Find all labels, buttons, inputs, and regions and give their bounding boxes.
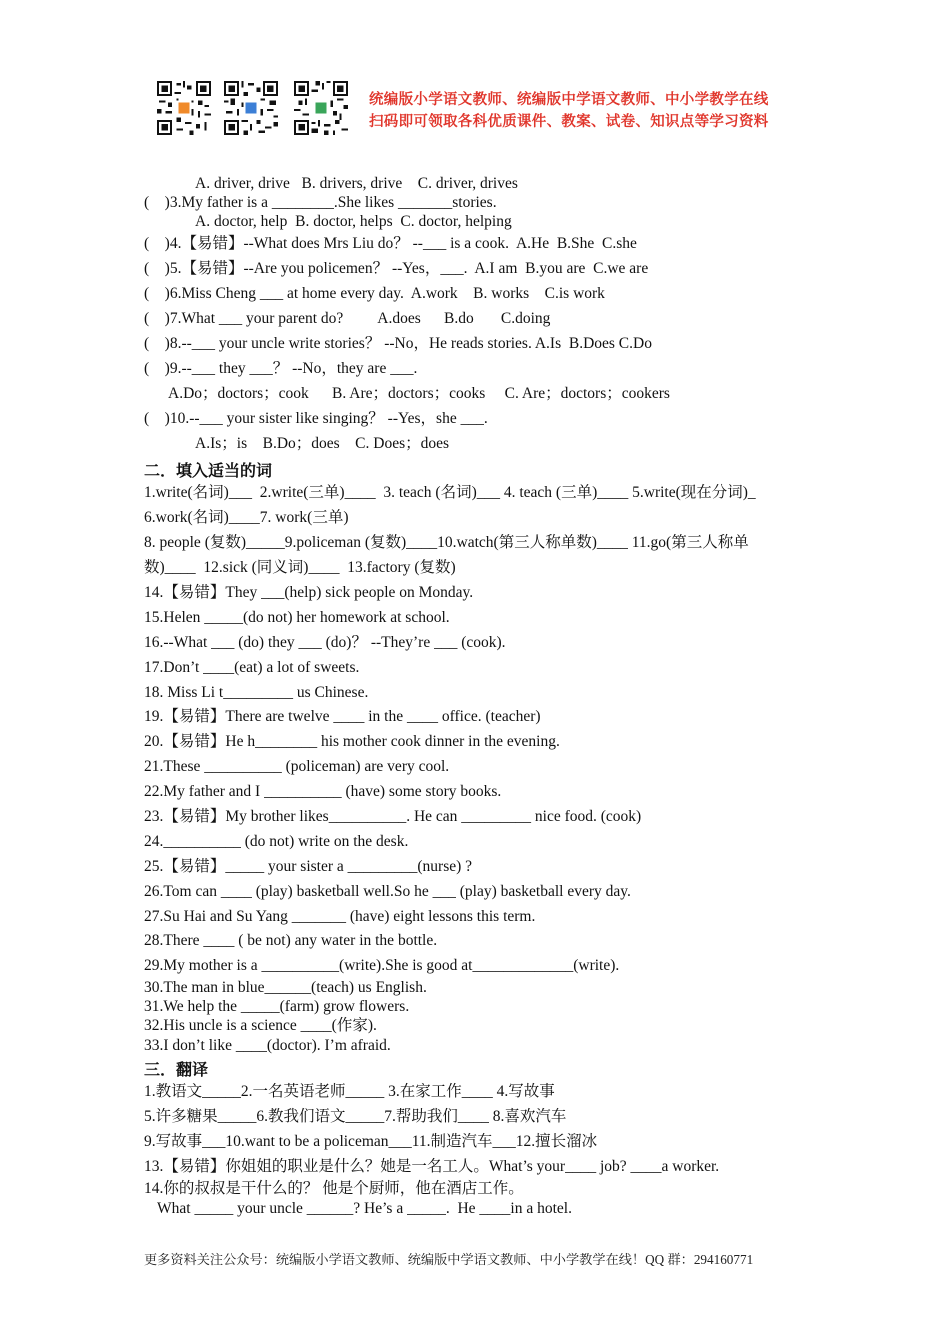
s2-line: 数)____ 12.sick (同义词)____ 13.factory (复数)	[144, 559, 456, 576]
s2-line: 19.【易错】There are twelve ____ in the ____ office. (teacher)	[144, 708, 541, 725]
s2-line: 27.Su Hai and Su Yang _______ (have) eight lessons this term.	[144, 908, 536, 925]
footer-text: 更多资料关注公众号：统编版小学语文教师、统编版中学语文教师、中小学教学在线！QQ 群：294160771	[144, 1252, 754, 1267]
q3-options: A. doctor, help B. doctor, helps C. doctor, helping	[195, 213, 512, 230]
s2-line: 20.【易错】He h________ his mother cook dinner in the evening.	[144, 733, 560, 750]
s2-line: 29.My mother is a __________(write).She is good at_____________(write).	[144, 957, 620, 974]
s3-line: 5.许多糖果_____6.教我们语文_____7.帮助我们____ 8.喜欢汽车	[144, 1108, 567, 1125]
header-banner-line-2: 扫码即可领取各科优质课件、教案、试卷、知识点等学习资料	[369, 114, 769, 130]
question-6: ( )6.Miss Cheng ___ at home every day. A.work B. works C.is work	[144, 285, 605, 302]
q9-options: A.Do；doctors；cook B. Are；doctors；cooks C. Are；doctors；cookers	[168, 385, 670, 402]
question-4: ( )4.【易错】--What does Mrs Liu do？ --___ is a cook. A.He B.She C.she	[144, 235, 637, 252]
s2-line: 16.--What ___ (do) they ___ (do)？ --They’re ___ (cook).	[144, 634, 506, 651]
s2-line: 21.These __________ (policeman) are very cool.	[144, 758, 450, 775]
s3-line: 14.你的叔叔是干什么的？ 他是个厨师，他在酒店工作。	[144, 1180, 524, 1197]
question-9: ( )9.--___ they ___？ --No，they are ___.	[144, 360, 418, 377]
s2-line: 18. Miss Li t_________ us Chinese.	[144, 684, 369, 701]
s2-line: 15.Helen _____(do not) her homework at school.	[144, 609, 450, 626]
s2-line: 6.work(名词)____7. work(三单)	[144, 509, 349, 526]
s3-line: What _____ your uncle ______? He’s a _____. He ____in a hotel.	[157, 1200, 572, 1217]
s2-line: 31.We help the _____(farm) grow flowers.	[144, 998, 410, 1015]
s2-line: 26.Tom can ____ (play) basketball well.So he ___ (play) basketball every day.	[144, 883, 631, 900]
question-10: ( )10.--___ your sister like singing？ --Yes，she ___.	[144, 410, 488, 427]
question-7: ( )7.What ___ your parent do? A.does B.do C.doing	[144, 310, 551, 327]
s2-line: 23.【易错】My brother likes__________. He can _________ nice food. (cook)	[144, 808, 642, 825]
question-3: ( )3.My father is a ________.She likes _______stories.	[144, 194, 497, 211]
s2-line: 8. people (复数)_____9.policeman (复数)____10.watch(第三人称单数)____ 11.go(第三人称单	[144, 534, 749, 551]
s2-line: 33.I don’t like ____(doctor). I’m afraid.	[144, 1037, 391, 1054]
s2-line: 32.His uncle is a science ____(作家).	[144, 1017, 377, 1034]
s3-line: 9.写故事___10.want to be a policeman___11.制造汽车___12.擅长溜冰	[144, 1133, 598, 1150]
s2-line: 14.【易错】They ___(help) sick people on Monday.	[144, 584, 474, 601]
q10-options: A.Is；is B.Do；does C. Does；does	[195, 435, 450, 452]
qr-code-3	[294, 81, 348, 135]
s2-line: 28.There ____ ( be not) any water in the bottle.	[144, 932, 438, 949]
s2-line: 22.My father and I __________ (have) some story books.	[144, 783, 502, 800]
section-3-title: 三．翻译	[144, 1060, 209, 1079]
q2-options: A. driver, drive B. drivers, drive C. driver, drives	[195, 175, 518, 192]
s2-line: 25.【易错】_____ your sister a _________(nurse) ?	[144, 858, 473, 875]
s3-line: 1.教语文_____2.一名英语老师_____ 3.在家工作____ 4.写故事	[144, 1083, 555, 1100]
section-2-title: 二．填入适当的词	[144, 461, 273, 480]
s2-line: 1.write(名词)___ 2.write(三单)____ 3. teach (名词)___ 4. teach (三单)____ 5.write(现在分词)_	[144, 484, 756, 501]
question-8: ( )8.--___ your uncle write stories？ --No，He reads stories. A.Is B.Does C.Do	[144, 335, 652, 352]
s2-line: 30.The man in blue______(teach) us English.	[144, 979, 427, 996]
header-banner-line-1: 统编版小学语文教师、统编版中学语文教师、中小学教学在线	[369, 92, 769, 108]
question-5: ( )5.【易错】--Are you policemen？ --Yes，___. A.I am B.you are C.we are	[144, 260, 649, 277]
qr-code-2	[224, 81, 278, 135]
s2-line: 24.__________ (do not) write on the desk.	[144, 833, 409, 850]
s3-line: 13.【易错】你姐姐的职业是什么？她是一名工人。What’s your____ job? ____a worker.	[144, 1158, 720, 1175]
qr-code-1	[157, 81, 211, 135]
s2-line: 17.Don’t ____(eat) a lot of sweets.	[144, 659, 360, 676]
